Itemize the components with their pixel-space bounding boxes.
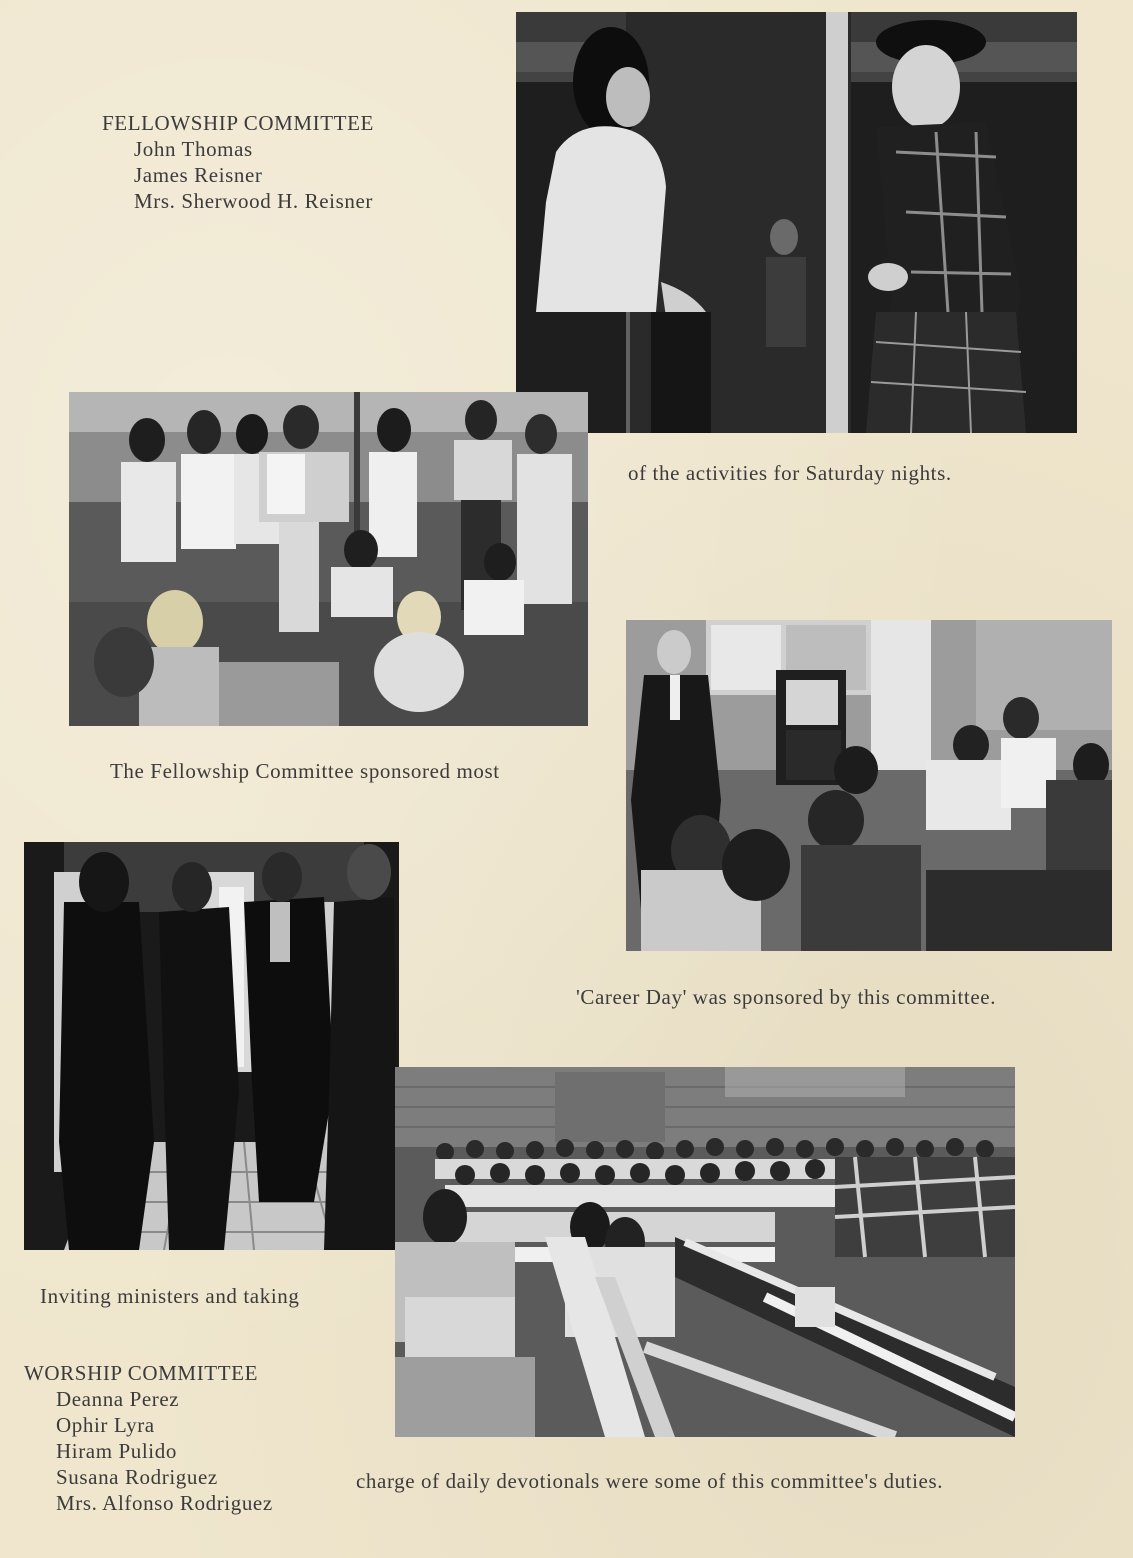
caption-inviting-ministers: Inviting ministers and taking [40,1284,300,1308]
worship-member: Mrs. Alfonso Rodriguez [56,1491,273,1515]
photo-chapel-devotionals [395,1067,1015,1437]
worship-committee-roster [24,1360,273,1516]
caption-fellowship-sponsored: The Fellowship Committee sponsored most [110,759,500,783]
caption-saturday-nights: of the activities for Saturday nights. [628,461,952,485]
worship-member: Susana Rodriguez [56,1465,218,1489]
photo-ministers-hallway [24,842,399,1250]
fellowship-member: John Thomas [134,137,253,161]
worship-member: Hiram Pulido [56,1439,177,1463]
photo-career-day [626,620,1112,951]
caption-devotionals: charge of daily devotionals were some of this committee's duties. [356,1469,944,1493]
worship-committee-heading: WORSHIP COMMITTEE [24,1361,259,1385]
worship-member: Ophir Lyra [56,1413,155,1437]
photo-accordion-group [69,392,588,726]
fellowship-committee-members [102,136,374,214]
fellowship-committee-roster [102,110,374,214]
fellowship-member: James Reisner [134,163,263,187]
photo-costume-dancers [516,12,1077,433]
worship-member: Deanna Perez [56,1387,180,1411]
fellowship-member: Mrs. Sherwood H. Reisner [134,189,373,213]
fellowship-committee-heading: FELLOWSHIP COMMITTEE [102,111,374,135]
worship-committee-members [24,1386,273,1516]
caption-career-day: 'Career Day' was sponsored by this committee. [576,985,997,1009]
